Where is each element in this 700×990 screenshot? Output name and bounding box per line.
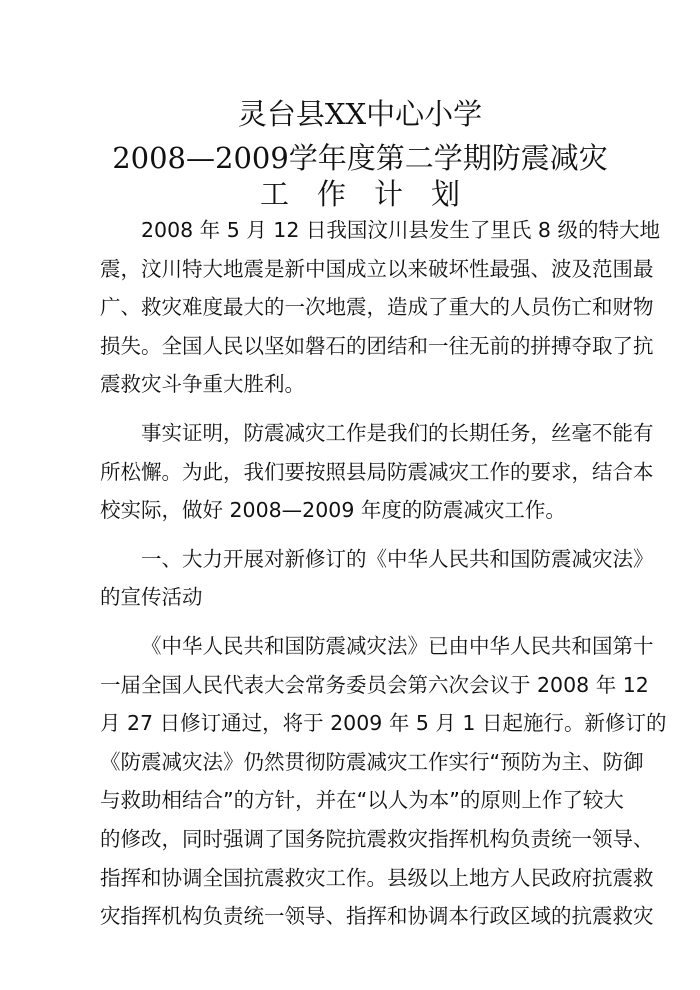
- text-line: 2008 年 5 月 12 日我国汶川县发生了里氏 8 级的特大地: [141, 218, 660, 242]
- text-line: 广、救灾难度最大的一次地震，造成了重大的人员伤亡和财物: [100, 295, 654, 320]
- title-plan: 工作计划: [259, 177, 488, 211]
- text-line: 校实际，做好 2008—2009 年度的防震减灾工作。: [100, 498, 566, 523]
- text-line: 的宣传活动: [100, 585, 203, 610]
- text-line: 《中华人民共和国防震减灾法》已由中华人民共和国第十: [141, 633, 654, 658]
- text-line: 月 27 日修订通过，将于 2009 年 5 月 1 日起施行。新修订的: [100, 711, 667, 736]
- text-line: 指挥和协调全国抗震救灾工作。县级以上地方人民政府抗震救: [100, 865, 654, 890]
- paragraph-long-term-task: [100, 414, 654, 530]
- title-term: 2008—2009学年度第二学期防震减灾: [112, 141, 608, 175]
- document-body: [100, 211, 667, 936]
- text-line: 事实证明，防震减灾工作是我们的长期任务，丝毫不能有: [141, 420, 654, 445]
- text-line: 灾指挥机构负责统一领导、指挥和协调本行政区域的抗震救灾: [100, 904, 654, 929]
- text-line: 损失。全国人民以坚如磐石的团结和一往无前的拼搏夺取了抗: [100, 333, 654, 358]
- title-school: 灵台县XX中心小学: [237, 97, 483, 131]
- text-line: 一届全国人民代表大会常务委员会第六次会议于 2008 年 12: [100, 672, 649, 697]
- paragraph-earthquake-background: [100, 211, 660, 404]
- section-heading-one: [100, 540, 654, 617]
- text-line: 的修改，同时强调了国务院抗震救灾指挥机构负责统一领导、: [100, 826, 654, 851]
- text-line: 一、大力开展对新修订的《中华人民共和国防震减灾法》: [141, 546, 654, 571]
- text-line: 所松懈。为此，我们要按照县局防震减灾工作的要求，结合本: [100, 459, 654, 484]
- text-line: 震救灾斗争重大胜利。: [100, 372, 305, 397]
- paragraph-law-revision: [100, 627, 667, 936]
- text-line: 《防震减灾法》仍然贯彻防震减灾工作实行“预防为主、防御: [100, 749, 644, 774]
- text-line: 震，汶川特大地震是新中国成立以来破坏性最强、波及范围最: [100, 256, 654, 281]
- text-line: 与救助相结合”的方针，并在“以人为本”的原则上作了较大: [100, 788, 624, 813]
